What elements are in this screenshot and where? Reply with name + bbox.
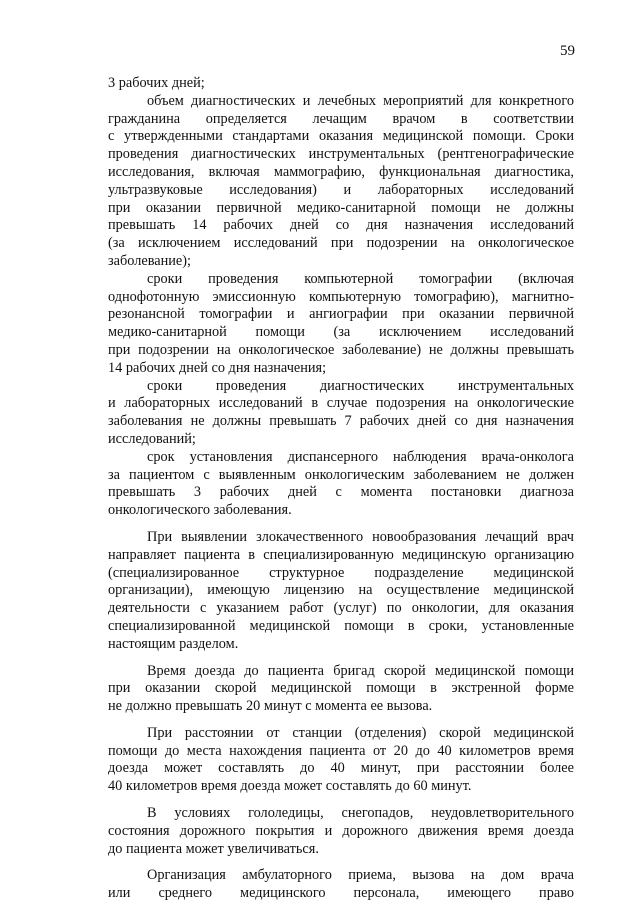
text-line: заболевание); (108, 252, 191, 269)
text-line: однофотонную эмиссионную компьютерную томографию), магнитно- (108, 288, 574, 305)
text-line: или среднего медицинского персонала, имеющего право (108, 885, 574, 902)
text-line: 40 километров время доезда может составлять до 60 минут. (108, 778, 472, 795)
body-text (108, 75, 574, 903)
text-line: срок установления диспансерного наблюдения врача-онколога (147, 448, 574, 465)
text-line: (специализированное структурное подразделение медицинской (108, 564, 574, 581)
text-line: до пациента может увеличиваться. (108, 840, 319, 857)
page-number: 59 (560, 43, 575, 59)
text-line: исследования, включая маммографию, функциональная диагностика, (108, 163, 574, 180)
text-line: При выявлении злокачественного новообразования лечащий врач (147, 528, 574, 545)
text-line: организации), имеющую лицензию на осуществление медицинской (108, 582, 574, 599)
paragraph (108, 725, 574, 796)
paragraph (108, 663, 574, 716)
text-line: резонансной томографии и ангиографии при оказании первичной (108, 306, 574, 323)
text-line: При расстоянии от станции (отделения) скорой медицинской (147, 724, 574, 741)
text-line: состояния дорожного покрытия и дорожного движения время доезда (108, 822, 574, 839)
text-line: при подозрении на онкологическое заболевание) не должны превышать (108, 341, 574, 358)
text-line: при оказании скорой медицинской помощи в экстренной форме (108, 680, 574, 697)
paragraph (108, 378, 574, 449)
paragraph (108, 271, 574, 378)
text-line: объем диагностических и лечебных мероприятий для конкретного (147, 92, 574, 109)
text-line: гражданина определяется лечащим врачом в соответствии (108, 110, 574, 127)
paragraph (108, 75, 574, 93)
paragraph (108, 529, 574, 654)
text-line: Организация амбулаторного приема, вызова на дом врача (147, 867, 574, 884)
paragraph (108, 93, 574, 271)
text-line: заболевания не должны превышать 7 рабочих дней со дня назначения (108, 413, 574, 430)
paragraph (108, 449, 574, 520)
text-line: за пациентом с выявленным онкологическим заболеванием не должен (108, 466, 574, 483)
text-line: (за исключением исследований при подозрении на онкологическое (108, 235, 574, 252)
text-line: настоящим разделом. (108, 635, 239, 652)
text-line: и лабораторных исследований в случае подозрения на онкологические (108, 395, 574, 412)
text-line: медико-санитарной помощи (за исключением исследований (108, 324, 574, 341)
text-line: превышать 14 рабочих дней со дня назначения исследований (108, 217, 574, 234)
text-line: помощи до места нахождения пациента от 20 до 40 километров время (108, 742, 574, 759)
text-line: направляет пациента в специализированную медицинскую организацию (108, 546, 574, 563)
text-line: Время доезда до пациента бригад скорой медицинской помощи (147, 662, 574, 679)
text-line: проведения диагностических инструментальных (рентгенографические (108, 146, 574, 163)
text-line: исследований; (108, 430, 196, 447)
text-line: специализированной медицинской помощи в сроки, установленные (108, 617, 574, 634)
text-line: не должно превышать 20 минут с момента ее вызова. (108, 698, 433, 715)
text-line: онкологического заболевания. (108, 502, 292, 519)
text-line: при оказании первичной медико-санитарной помощи не должны (108, 199, 574, 216)
text-line: превышать 3 рабочих дней с момента постановки диагноза (108, 484, 574, 501)
text-line: сроки проведения диагностических инструментальных (147, 377, 574, 394)
text-line: 3 рабочих дней; (108, 75, 205, 91)
text-line: ультразвуковые исследования) и лабораторных исследований (108, 181, 574, 198)
text-line: 14 рабочих дней со дня назначения; (108, 359, 327, 376)
paragraph (108, 805, 574, 858)
text-line: деятельности с указанием работ (услуг) по онкологии, для оказания (108, 600, 574, 617)
text-line: с утвержденными стандартами оказания медицинской помощи. Сроки (108, 128, 574, 145)
text-line: доезда может составлять до 40 минут, при расстоянии более (108, 760, 574, 777)
paragraph (108, 867, 574, 903)
text-line: сроки проведения компьютерной томографии (включая (147, 270, 574, 287)
text-line: В условиях гололедицы, снегопадов, неудовлетворительного (147, 805, 574, 822)
